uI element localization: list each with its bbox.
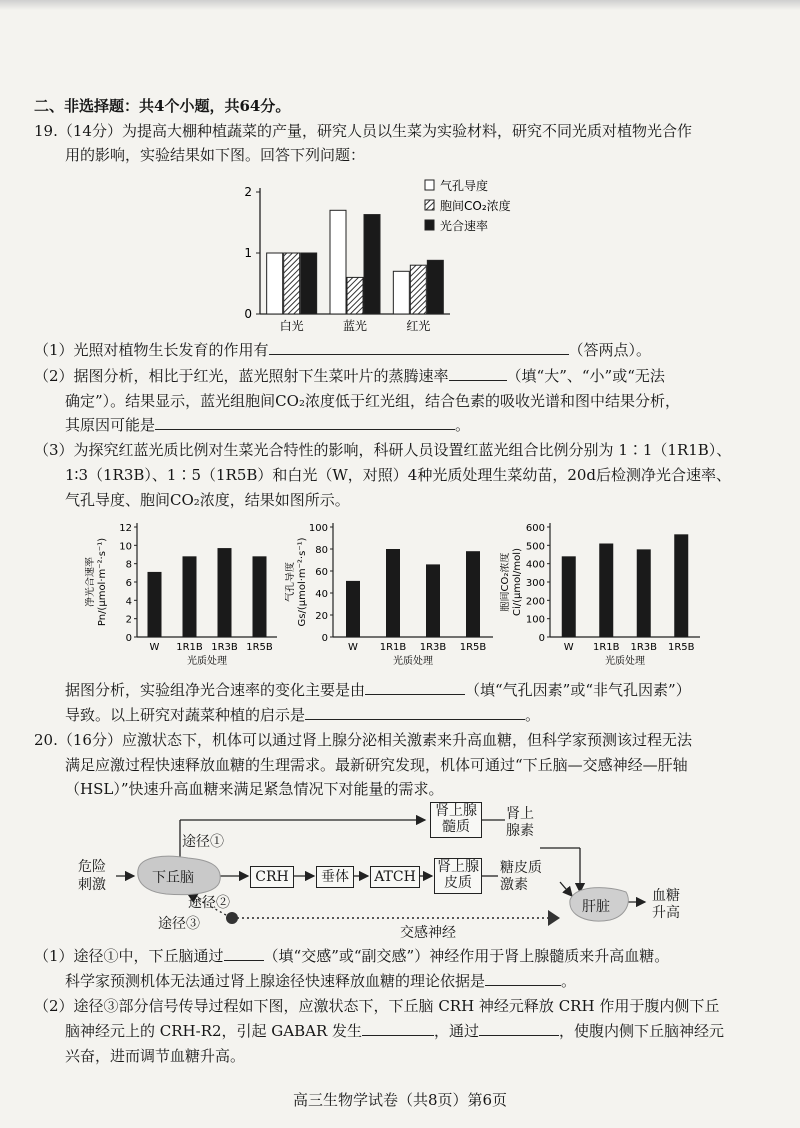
- q19-p1: [34, 340, 651, 360]
- chart-category-label: 1R5B: [246, 642, 273, 653]
- hsl-diagram: [70, 800, 730, 940]
- chart-category-label: 1R5B: [459, 642, 487, 653]
- chart1-ytick-label: 1: [244, 246, 252, 260]
- chart-bar: [218, 548, 232, 637]
- q19-p3b: 1∶3（1R3B）、1∶5（1R5B）和白光（W，对照）4种光质处理生菜幼苗，20d后检测净光合速率、: [65, 466, 732, 484]
- q19-p3-end: 。: [525, 706, 541, 724]
- chart1-bar: [427, 260, 443, 314]
- chart-x-title: 光质处理: [605, 656, 645, 665]
- chart-bar: [183, 556, 197, 637]
- chart-y-title: 净光合速率: [85, 557, 96, 607]
- chart1-legend-label: 胞间CO₂浓度: [440, 199, 511, 213]
- q20-p1a: [34, 946, 669, 966]
- adrenal-cortex-line-1: 肾上腺: [437, 859, 479, 875]
- chart-ytick-label: 6: [125, 578, 132, 589]
- blood-sugar-line-2: 升高: [652, 905, 680, 921]
- chart1-bar: [301, 253, 317, 314]
- q20-intro-3: （HSL）”快速升高血糖来满足紧急情况下对能量的需求。: [65, 780, 444, 798]
- chart1-bar: [393, 271, 409, 314]
- q19-p3c: 气孔导度、胞间CO₂浓度，结果如图所示。: [65, 491, 350, 509]
- q19-p2-blank-1[interactable]: [449, 366, 507, 381]
- adrenal-cortex-line-2: 皮质: [444, 875, 472, 891]
- q19-p2a: [34, 366, 665, 386]
- q19-p3d: [65, 680, 691, 700]
- chart-light-quality: [220, 172, 540, 340]
- q20-p2-blank-2[interactable]: [479, 1021, 559, 1036]
- chart-bar: [674, 534, 688, 637]
- chart-category-label: 1R5B: [667, 642, 695, 653]
- chart-bar: [599, 544, 613, 638]
- chart-ytick-label: 600: [525, 523, 545, 534]
- chart1-bar: [410, 265, 426, 314]
- adrenaline-line-2: 腺素: [506, 823, 534, 839]
- q20-p2e: 兴奋，进而调节血糖升高。: [65, 1047, 246, 1065]
- chart-ytick-label: 200: [525, 596, 545, 608]
- chart1-legend-swatch: [425, 220, 434, 230]
- chart1-legend-swatch: [425, 180, 434, 190]
- q20-p2-blank-1[interactable]: [362, 1021, 434, 1036]
- chart1-bar: [284, 253, 300, 314]
- chart-category-label: 1R3B: [211, 642, 238, 653]
- chart-ytick-label: 100: [525, 614, 545, 626]
- q19-p2d: [65, 415, 470, 435]
- q20-p1-blank-1[interactable]: [224, 946, 264, 961]
- q19-p1-text: （1）光照对植物生长发育的作用有: [34, 341, 269, 359]
- q19-p3-text-d: 据图分析，实验组净光合速率的变化主要是由: [65, 681, 366, 699]
- q19-p1-blank[interactable]: [269, 340, 569, 355]
- glucocorticoid-line-2: 激素: [500, 877, 528, 893]
- blood-sugar-label: [652, 888, 680, 922]
- chart1-bar: [347, 277, 363, 314]
- adrenal-cortex-box: [434, 858, 482, 894]
- chart-ytick-label: 10: [119, 541, 132, 553]
- liver-label: 肝脏: [582, 899, 610, 915]
- q20-p1-text-b: （填“交感”或“副交感”）神经作用于肾上腺髓质来升高血糖。: [263, 947, 670, 965]
- q19-p2-blank-2[interactable]: [155, 415, 455, 430]
- chart-ytick-label: 0: [125, 633, 132, 644]
- adrenaline-label: [506, 806, 534, 840]
- chart-bar: [253, 556, 267, 637]
- chart-ytick-label: 100: [308, 523, 328, 534]
- q19-p2-text-b: （填“大”、“小”或“无法: [506, 367, 665, 385]
- chart-ytick-label: 4: [125, 596, 132, 608]
- q20-p2-text-c: ，通过: [434, 1022, 480, 1040]
- chart-intercellular-co2: [500, 515, 715, 665]
- chart-category-label: 1R1B: [379, 642, 407, 653]
- q20-p2b: [65, 1021, 724, 1041]
- q20-p1c: [65, 971, 576, 991]
- chart-ytick-label: 500: [525, 541, 545, 553]
- section-title: 二、非选择题：共4个小题，共64分。: [34, 97, 291, 115]
- chart1-plot: [244, 178, 510, 333]
- adrenal-medulla-line-1: 肾上腺: [435, 803, 477, 819]
- q19-p1-end: （答两点）。: [568, 341, 652, 359]
- chart1-ytick-label: 0: [244, 307, 252, 321]
- stimulus-line-1: 危险: [78, 859, 106, 875]
- chart-ytick-label: 0: [538, 633, 545, 644]
- q19-p3-blank-1[interactable]: [365, 680, 465, 695]
- scan-edge: [0, 0, 800, 10]
- q19-p3-text-f: 导致。以上研究对蔬菜种植的启示是: [65, 706, 306, 724]
- q20-p2-text-d: ，使腹内侧下丘脑神经元: [559, 1022, 725, 1040]
- chart1-bar: [267, 253, 283, 314]
- chart-ytick-label: 300: [525, 578, 545, 589]
- chart-y-title: Ci/(μmol/mol): [512, 548, 523, 616]
- glucocorticoid-line-1: 糖皮质: [500, 860, 542, 876]
- chart-category-label: W: [348, 642, 358, 653]
- chart-ytick-label: 8: [125, 559, 132, 571]
- chart-ytick-label: 40: [315, 589, 328, 600]
- chart-net-photosynthesis: [85, 515, 295, 665]
- chart-category-label: 1R1B: [176, 642, 203, 653]
- chart-x-title: 光质处理: [393, 656, 433, 665]
- pituitary-box: 垂体: [316, 866, 354, 888]
- chart-y-title: 胞间CO₂浓度: [500, 552, 511, 612]
- q19-p3a: （3）为探究红蓝光质比例对生菜光合特性的影响，科研人员设置红蓝光组合比例分别为 1∶1（1R1B）、: [34, 441, 732, 459]
- sympathetic-nerve-label: 交感神经: [400, 925, 456, 941]
- chart-x-title: 光质处理: [187, 656, 227, 665]
- chart-bar: [562, 556, 576, 637]
- adrenal-medulla-box: [430, 802, 482, 838]
- chart1-category-label: 白光: [279, 319, 304, 333]
- chart-ytick-label: 80: [315, 545, 328, 556]
- acth-box: ATCH: [370, 866, 420, 888]
- chart-bar: [637, 549, 651, 637]
- stimulus-line-2: 刺激: [78, 877, 106, 893]
- chart-category-label: 1R3B: [630, 642, 658, 653]
- q19-p2-text-d: 其原因可能是: [65, 416, 156, 434]
- crh-box: CRH: [250, 866, 294, 888]
- chart-bar: [346, 581, 360, 637]
- q20-p1-blank-2[interactable]: [485, 971, 561, 986]
- q20-intro-1: 20.（16分）应激状态下，机体可以通过肾上腺分泌相关激素来升高血糖，但科学家预测该过程无法: [34, 731, 692, 749]
- adrenal-medulla-line-2: 髓质: [442, 819, 470, 835]
- adrenaline-line-1: 肾上: [506, 806, 534, 822]
- q20-p2a: （2）途径③部分信号传导过程如下图，应激状态下，下丘脑 CRH 神经元释放 CRH 作用于腹内侧下丘: [34, 997, 720, 1015]
- q19-p3f: [65, 705, 540, 725]
- chart-ytick-label: 400: [525, 559, 545, 571]
- chart-y-title: 气孔导度: [285, 562, 296, 602]
- q19-p3-blank-2[interactable]: [305, 705, 525, 720]
- chart1-category-label: 红光: [406, 319, 431, 333]
- chart1-category-label: 蓝光: [342, 319, 368, 333]
- chart-ytick-label: 0: [321, 633, 328, 644]
- q20-p1-text-a: （1）途径①中，下丘脑通过: [34, 947, 224, 965]
- chart-category-label: 1R3B: [419, 642, 447, 653]
- q19-p2-text-a: （2）据图分析，相比于红光，蓝光照射下生菜叶片的蒸腾速率: [34, 367, 449, 385]
- chart-category-label: 1R1B: [592, 642, 620, 653]
- route-2-label: 途径②: [188, 895, 230, 911]
- chart1-bar: [330, 210, 346, 314]
- chart-y-title: Gs/(μmol·m⁻²·s⁻¹): [297, 537, 308, 627]
- q19-p2-end: 。: [455, 416, 471, 434]
- chart-bar: [466, 551, 480, 637]
- glucocorticoid-label: [500, 860, 542, 894]
- chart1-ytick-label: 2: [244, 185, 252, 199]
- q19-p3-text-e: （填“气孔因素”或“非气孔因素”）: [465, 681, 691, 699]
- chart-category-label: W: [563, 642, 574, 653]
- chart-ytick-label: 60: [315, 567, 328, 578]
- chart1-legend-label: 光合速率: [440, 219, 489, 233]
- q19-intro-2: 用的影响，实验结果如下图。回答下列问题：: [65, 146, 366, 164]
- route-1-label: 途径①: [182, 834, 224, 850]
- chart-ytick-label: 12: [119, 523, 132, 534]
- chart-ytick-label: 20: [315, 611, 328, 622]
- q19-intro-1: 19.（14分）为提高大棚种植蔬菜的产量，研究人员以生菜为实验材料，研究不同光质对植物光合作: [34, 122, 692, 140]
- q20-p2-text-b: 脑神经元上的 CRH-R2，引起 GABAR 发生: [65, 1022, 363, 1040]
- q20-p1-end: 。: [561, 972, 577, 990]
- hypothalamus-label: 下丘脑: [152, 870, 194, 886]
- chart1-legend-label: 气孔导度: [440, 179, 489, 193]
- q20-intro-2: 满足应激过程快速释放血糖的生理需求。最新研究发现，机体可通过“下丘脑—交感神经—肝轴: [65, 756, 688, 774]
- chart-y-title: Pn/(μmol·m⁻²·s⁻¹): [97, 537, 108, 627]
- chart-stomatal-conductance: [285, 515, 505, 665]
- blood-sugar-line-1: 血糖: [652, 888, 680, 904]
- chart-bar: [148, 572, 162, 637]
- q20-p1-text-c: 科学家预测机体无法通过肾上腺途径快速释放血糖的理论依据是: [65, 972, 486, 990]
- chart1-bar: [364, 215, 380, 314]
- stimulus-label: [70, 858, 114, 894]
- chart-category-label: W: [149, 642, 160, 653]
- page-footer: 高三生物学试卷（共8页）第6页: [292, 1091, 508, 1109]
- chart-bar: [426, 564, 440, 637]
- chart1-legend-swatch: [425, 200, 434, 210]
- q19-p2c: 确定”）。结果显示，蓝光组胞间CO₂浓度低于红光组，结合色素的吸收光谱和图中结果分析，: [65, 392, 680, 410]
- route-3-label: 途径③: [158, 916, 200, 932]
- chart-bar: [386, 549, 400, 637]
- chart-ytick-label: 2: [125, 614, 132, 626]
